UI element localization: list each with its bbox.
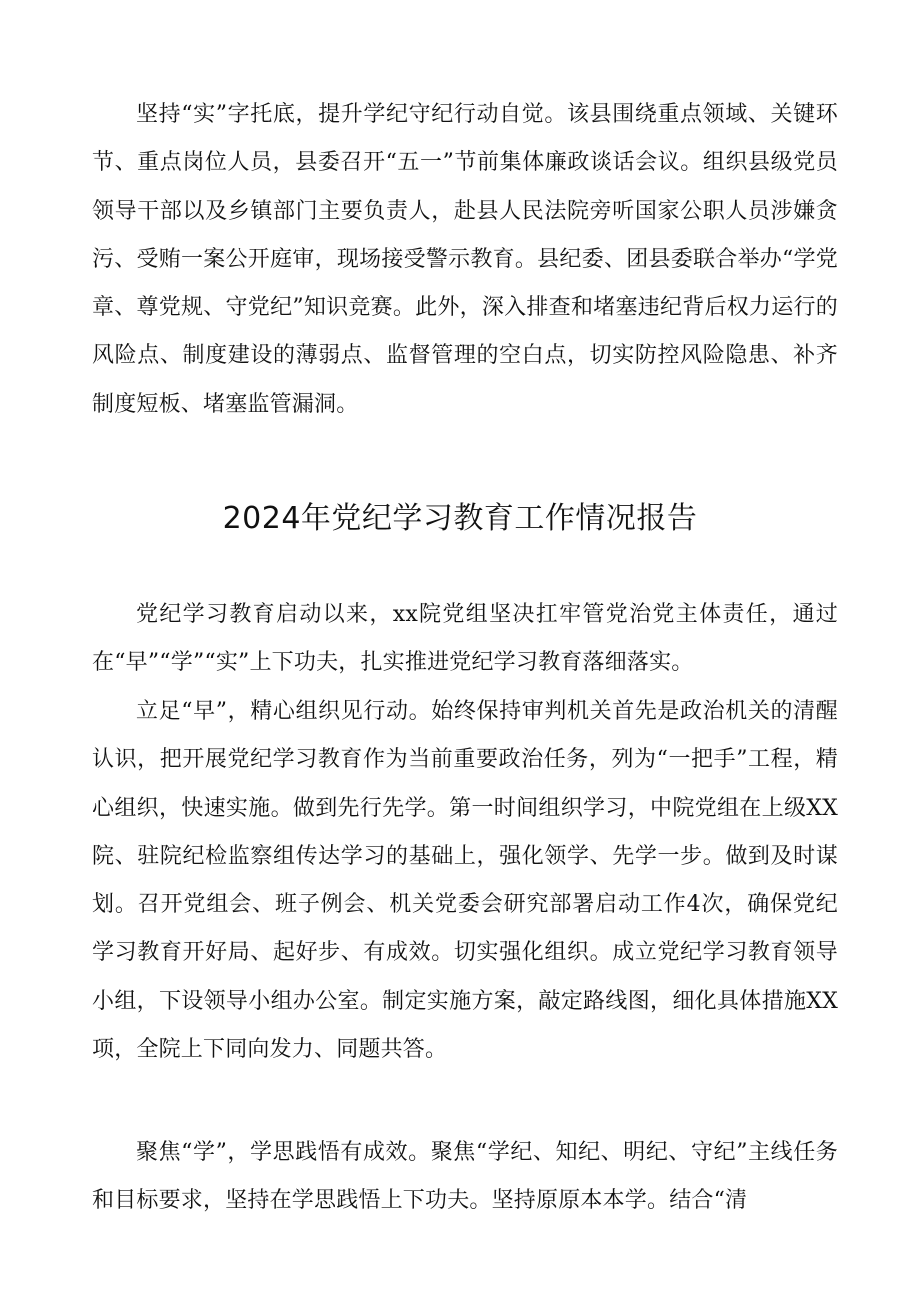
paragraph-4: 聚焦“学”，学思践悟有成效。聚焦“学纪、知纪、明纪、守纪”主线任务和目标要求，坚持在学思践悟上下功夫。坚持原原本本学。结合“清 xyxy=(92,1140,838,1214)
paragraph-1: 坚持“实”字托底，提升学纪守纪行动自觉。该县围绕重点领域、关键环节、重点岗位人员，县委召开“五一”节前集体廉政谈话会议。组织县级党员领导干部以及乡镇部门主要负责人，赴县人民法院旁听国家公职人员涉嫌贪污、受贿一案公开庭审，现场接受警示教育。县纪委、团县委联合举办“学党章、尊党规、守党纪”知识竞赛。此外，深入排查和堵塞违纪背后权力运行的风险点、制度建设的薄弱点、监督管理的空白点，切实防控风险隐患、补齐制度短板、堵塞监管漏洞。 xyxy=(92,102,838,417)
paragraph-3: 立足“早”，精心组织见行动。始终保持审判机关首先是政治机关的清醒认识，把开展党纪学习教育作为当前重要政治任务，列为“一把手”工程，精心组织，快速实施。做到先行先学。第一时间组织学习，中院党组在上级XX院、驻院纪检监察组传达学习的基础上，强化领学、先学一步。做到及时谋划。召开党组会、班子例会、机关党委会研究部署启动工作4次，确保党纪学习教育开好局、起好步、有成效。切实强化组织。成立党纪学习教育领导小组，下设领导小组办公室。制定实施方案，敲定路线图，细化具体措施XX项，全院上下同向发力、同题共答。 xyxy=(92,699,838,1063)
report-title: 2024年党纪学习教育工作情况报告 xyxy=(222,501,698,536)
paragraph-2: 党纪学习教育启动以来，xx院党组坚决扛牢管党治党主体责任，通过在“早”“学”“实”上下功夫，扎实推进党纪学习教育落细落实。 xyxy=(92,602,838,676)
